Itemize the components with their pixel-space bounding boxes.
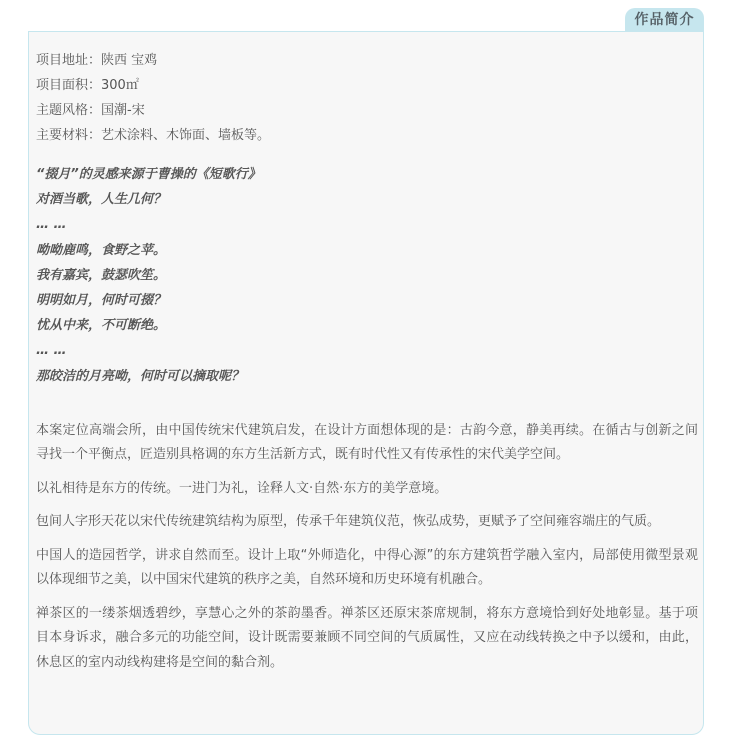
section-tab-title: 作品简介 [625,8,704,32]
poem-line: 对酒当歌，人生几何？ [36,192,167,208]
intro-content [36,48,698,684]
poem-line: … … [36,343,67,359]
paragraph: 禅茶区的一缕茶烟透碧纱，享慧心之外的茶韵墨香。禅茶区还原宋茶席规制，将东方意境恰到好处地彰显。基于项目本身诉求，融合多元的功能空间，设计既需要兼顾不同空间的气质属性，又应在动线转换之中予以缓和，由此，休息区的室内动线构建将是空间的黏合剂。 [36,605,698,670]
poem-line: 我有嘉宾，鼓瑟吹笙。 [36,267,167,283]
paragraph: 以礼相待是东方的传统。一进门为礼，诠释人文·自然·东方的美学意境。 [36,480,448,496]
poem-line: 呦呦鹿鸣，食野之苹。 [36,242,167,258]
poem-line: … … [36,217,67,233]
poem-line: “掇月”的灵感来源于曹操的《短歌行》 [36,167,261,182]
paragraph: 中国人的造园哲学，讲求自然而至。设计上取“外师造化，中得心源”的东方建筑哲学融入室内，局部使用微型景观以体现细节之美，以中国宋代建筑的秩序之美，自然环境和历史环境有机融合。 [36,547,698,588]
poem-line: 那皎洁的月亮呦，何时可以摘取呢？ [36,368,245,384]
paragraph: 本案定位高端会所，由中国传统宋代建筑启发，在设计方面想体现的是：古韵今意，静美再续。在循古与创新之间寻找一个平衡点，匠造别具格调的东方生活新方式，既有时代性又有传承性的宋代美学空间。 [36,422,698,463]
meta-materials: 主要材料：艺术涂料、木饰面、墙板等。 [36,128,271,143]
poem-line: 明明如月，何时可掇？ [36,293,167,309]
paragraph: 包间人字形天花以宋代传统建筑结构为原型，传承千年建筑仪范，恢弘成势，更赋予了空间雍容端庄的气质。 [36,514,661,530]
description-paragraphs [36,419,698,676]
meta-address: 项目地址：陕西 宝鸡 [36,53,158,68]
poem-line: 忧从中来，不可断绝。 [36,318,167,334]
meta-style: 主题风格：国潮-宋 [36,103,145,118]
project-meta [36,48,698,148]
poem-block [36,162,698,389]
meta-area: 项目面积：300㎡ [36,78,139,93]
